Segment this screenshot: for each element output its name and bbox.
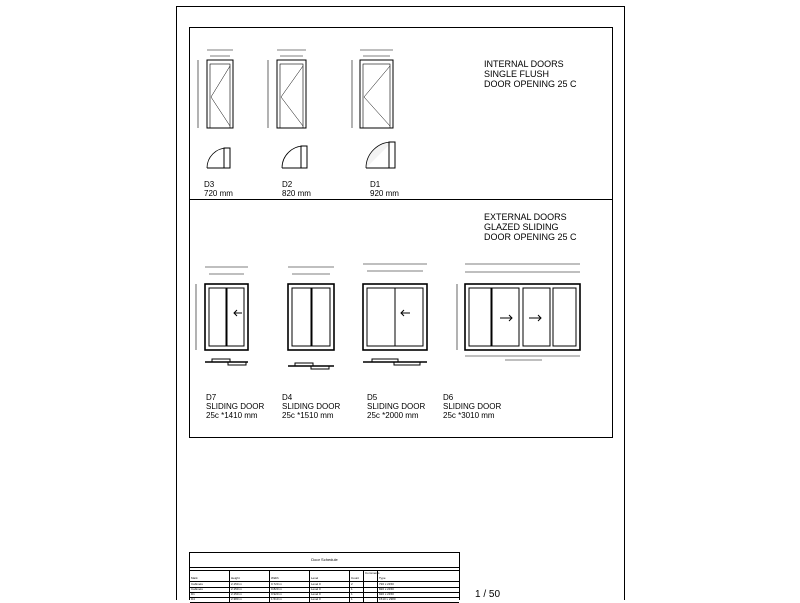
door-d1-code: D1 [370, 180, 381, 189]
door-d4-size: 25c *1510 mm [282, 411, 334, 420]
table-cell [364, 597, 378, 602]
door-d1-plan [366, 142, 395, 168]
schedule-header-row [190, 570, 459, 582]
door-d7-size: 25c *1410 mm [206, 411, 258, 420]
door-d2-plan [282, 146, 307, 168]
door-d4-elevation [288, 267, 334, 350]
schedule-col-mark: Mark [190, 571, 230, 581]
table-cell: 1510 x 2380 [379, 597, 396, 601]
door-d5-type: SLIDING DOOR [367, 402, 426, 411]
schedule-col-height: Height [230, 571, 270, 581]
door-d7-code: D7 [206, 393, 217, 402]
schedule-col-level: Level [310, 571, 350, 581]
table-cell: Level 0 [310, 592, 350, 597]
table-cell: 1 [350, 597, 364, 602]
door-d4-type: SLIDING DOOR [282, 402, 341, 411]
door-d3-code: D3 [204, 180, 215, 189]
table-cell: 2.150 m [230, 592, 270, 597]
door-d2-code: D2 [282, 180, 293, 189]
table-cell: 2 [350, 582, 364, 587]
table-cell: 1 [350, 592, 364, 597]
table-cell: 1.510 m [270, 597, 310, 602]
table-cell: Cabinets [190, 582, 230, 587]
table-cell: 920 x 2150 [379, 592, 394, 596]
door-d7-plan [205, 359, 248, 365]
door-d2-elevation [268, 50, 306, 128]
table-cell: 2.150 m [230, 587, 270, 592]
door-d3-elevation [198, 50, 233, 128]
table-cell: 820 x 2150 [379, 587, 394, 591]
table-cell: 0.920 m [270, 592, 310, 597]
schedule-col-width: Width [270, 571, 310, 581]
door-d6-code: D6 [443, 393, 454, 402]
table-cell: 2.380 m [230, 597, 270, 602]
door-d3-size: 720 mm [204, 189, 233, 198]
door-d4-code: D4 [282, 393, 293, 402]
door-d6-type: SLIDING DOOR [443, 402, 502, 411]
drawing-scale: 1 / 50 [475, 589, 501, 600]
door-schedule-table [189, 552, 460, 600]
table-cell: 0.820 m [270, 587, 310, 592]
table-cell: 720 x 2150 [379, 582, 394, 586]
schedule-title: Door Schedule [190, 553, 459, 568]
schedule-col-type: Type [379, 576, 386, 580]
table-cell: Level 0 [310, 582, 350, 587]
table-cell: D4 [190, 597, 230, 602]
internal-doors-heading: INTERNAL DOORS SINGLE FLUSH DOOR OPENING 25 C [484, 59, 577, 89]
table-cell: 1 [350, 587, 364, 592]
table-cell: Cabinets [190, 587, 230, 592]
door-d5-elevation [363, 264, 427, 350]
door-d5-code: D5 [367, 393, 378, 402]
door-d6-size: 25c *3010 mm [443, 411, 495, 420]
table-cell: 0.720 m [270, 582, 310, 587]
door-d7-elevation [196, 267, 248, 350]
table-cell: 2.150 m [230, 582, 270, 587]
door-d1-elevation [352, 50, 393, 128]
schedule-col-comments: Comments [364, 571, 378, 581]
external-doors-heading: EXTERNAL DOORS GLAZED SLIDING DOOR OPENING 25 C [484, 212, 577, 242]
door-d7-type: SLIDING DOOR [206, 402, 265, 411]
door-d4-plan [288, 363, 334, 369]
door-d3-plan [207, 148, 230, 168]
door-d1-size: 920 mm [370, 189, 399, 198]
door-d6-plan [465, 356, 580, 360]
door-d5-size: 25c *2000 mm [367, 411, 419, 420]
table-cell: D1 [190, 592, 230, 597]
table-row [190, 597, 459, 603]
door-d2-size: 820 mm [282, 189, 311, 198]
table-cell: Level 0 [310, 587, 350, 592]
table-cell: Level 0 [310, 597, 350, 602]
door-d5-plan [363, 359, 427, 365]
door-d6-elevation [457, 264, 580, 350]
schedule-col-count: Count [350, 571, 364, 581]
